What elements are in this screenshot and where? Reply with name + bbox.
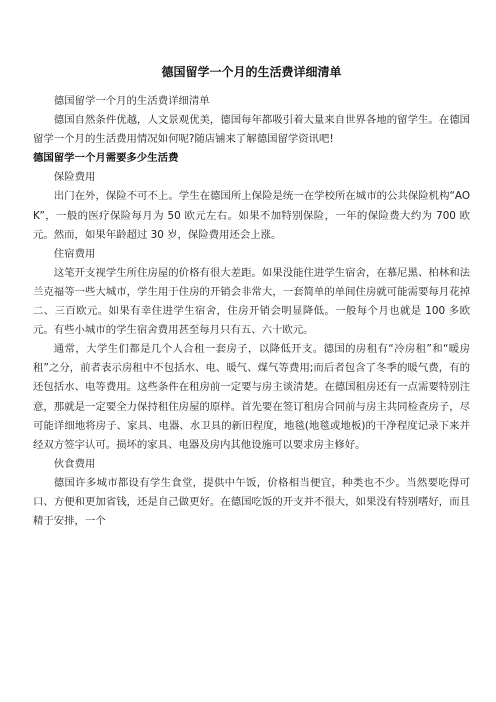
housing-paragraph: 这笔开支视学生所住房屋的价格有很大差距。如果没能住进学生宿舍，在慕尼黑、柏林和法兰克福等一些大城市，学生用于住房的开销会非常大，一套简单的单间住房就可能需要每月花掉二、三百欧元。如果有幸住进学生宿舍，住房开销会明显降低。一般每个月也就是 100 多欧元。有些小城市的学生宿舍费用甚至每月只有五、六十欧元。 [33, 266, 470, 337]
insurance-paragraph: 出门在外，保险不可不上。学生在德国所上保险是统一在学校所在城市的公共保险机构“AOK”，一般的医疗保险每月为 50 欧元左右。如果不加特别保险，一年的保险费大约为 700 欧元。然而，如果年龄超过 30 岁，保险费用还会上涨。 [33, 190, 470, 241]
section-heading: 德国留学一个月需要多少生活费 [33, 152, 179, 165]
subtitle-paragraph: 德国留学一个月的生活费详细清单 [53, 95, 210, 107]
rent-paragraph: 通常，大学生们都是几个人合租一套房子，以降低开支。德国的房租有“冷房租”和“暖房租”之分，前者表示房租中不包括水、电、暖气、煤气等费用;而后者包含了冬季的暖气费，有的还包括水、电等费用。这些条件在租房前一定要与房主谈清楚。在德国租房还有一点需要特别注意，那就是一定要全力保持租住房屋的原样。首先要在签订租房合同前与房主共同检查房子，尽可能详细地将房子、家具、电器、水卫具的新旧程度，地毯(地毯或地板)的干净程度记录下来并经双方签字认可。损坏的家具、电器及房内其他设施可以要求房主修好。 [33, 343, 470, 451]
document-title: 德国留学一个月的生活费详细清单 [161, 65, 342, 79]
intro-paragraph: 德国自然条件优越，人文景观优美，德国每年都吸引着大量来自世界各地的留学生。在德国留学一个月的生活费用情况如何呢?随店铺来了解德国留学资讯吧! [33, 114, 470, 146]
food-paragraph: 德国许多城市都设有学生食堂，提供中午饭，价格相当便宜，种类也不少。当然要吃得可口、方便和更加省钱，还是自己做更好。在德国吃饭的开支并不很大，如果没有特别嗜好，而且精于安排，一个 [33, 476, 470, 528]
food-heading: 伙食费用 [53, 457, 96, 470]
housing-heading: 住宿费用 [53, 247, 96, 260]
insurance-heading: 保险费用 [53, 171, 96, 184]
